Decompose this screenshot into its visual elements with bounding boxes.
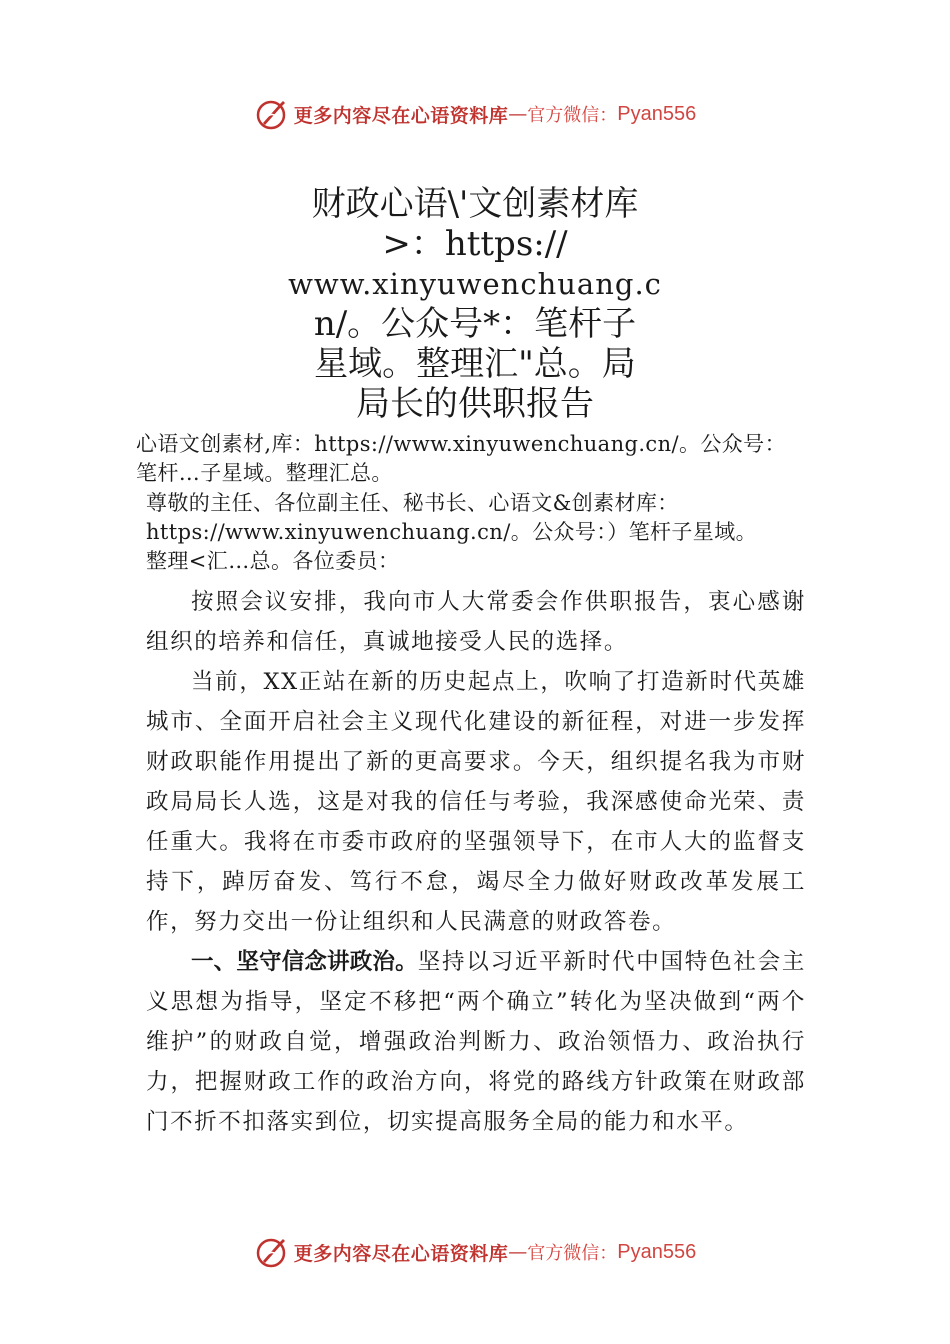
title-line: n/。公众号*：笔杆子 — [313, 304, 637, 344]
source-note — [136, 430, 866, 488]
title-line: 星域。整理汇"总。局 — [314, 344, 636, 384]
section-text: 坚持以习近平新时代中国特色社会主义思想为指导，坚定不移把“两个确立”转化为坚决做到“两个维护”的财政自觉，增强政治判断力、政治领悟力、政治执行力，把握财政工作的政治方向，将党的路线方针政策在财政部门不折不扣落实到位，切实提高服务全局的能力和水平。 — [146, 949, 806, 1135]
salutation — [146, 489, 876, 576]
paragraph: 当前，XX正站在新的历史起点上，吹响了打造新时代英雄城市、全面开启社会主义现代化建设的新征程，对进一步发挥财政职能作用提出了新的更高要求。今天，组织提名我为市财政局局长人选，这是对我的信任与考验，我深感使命光荣、责任重大。我将在市委市政府的坚强领导下，在市人大的监督支持下，踔厉奋发、笃行不怠，竭尽全力做好财政改革发展工作，努力交出一份让组织和人民满意的财政答卷。 — [146, 669, 806, 935]
title-line: >：https:// — [382, 224, 568, 264]
section-heading: 一、坚守信念讲政治。 — [191, 949, 418, 975]
banner-title: 更多内容尽在心语资料库 — [293, 1242, 509, 1265]
banner-wechat-id: Pyan556 — [617, 1240, 697, 1263]
banner-separator: — — [508, 1241, 528, 1263]
header-banner — [0, 94, 950, 134]
banner-wechat-label: 官方微信： — [527, 1243, 618, 1264]
document-title — [200, 184, 750, 424]
title-line: 局长的供职报告 — [356, 384, 594, 424]
pen-logo-icon — [254, 1234, 290, 1270]
banner-wechat-label: 官方微信： — [527, 105, 618, 126]
title-line: 财政心语\'文创素材库 — [311, 184, 639, 224]
salutation-line: 整理<汇…总。各位委员： — [146, 549, 400, 573]
section-paragraph — [146, 942, 806, 1142]
note-line: 心语文创素材,库：https://www.xinyuwenchuang.cn/。公众号： — [136, 432, 786, 456]
title-line: www.xinyuwenchuang.c — [288, 267, 662, 301]
paragraph: 按照会议安排，我向市人大常委会作供职报告，衷心感谢组织的培养和信任，真诚地接受人民的选择。 — [146, 589, 806, 655]
salutation-line: 尊敬的主任、各位副主任、秘书长、心语文&创素材库： — [146, 491, 679, 515]
pen-logo-icon — [254, 96, 290, 132]
banner-wechat-id: Pyan556 — [617, 102, 697, 125]
banner-separator: — — [508, 103, 528, 125]
report-body — [146, 582, 806, 1142]
note-line: 笔杆…子星域。整理汇总。 — [136, 461, 393, 485]
footer-banner — [0, 1232, 950, 1272]
salutation-line: https://www.xinyuwenchuang.cn/。公众号：）笔杆子星域。 — [146, 520, 757, 544]
banner-title: 更多内容尽在心语资料库 — [293, 104, 509, 127]
